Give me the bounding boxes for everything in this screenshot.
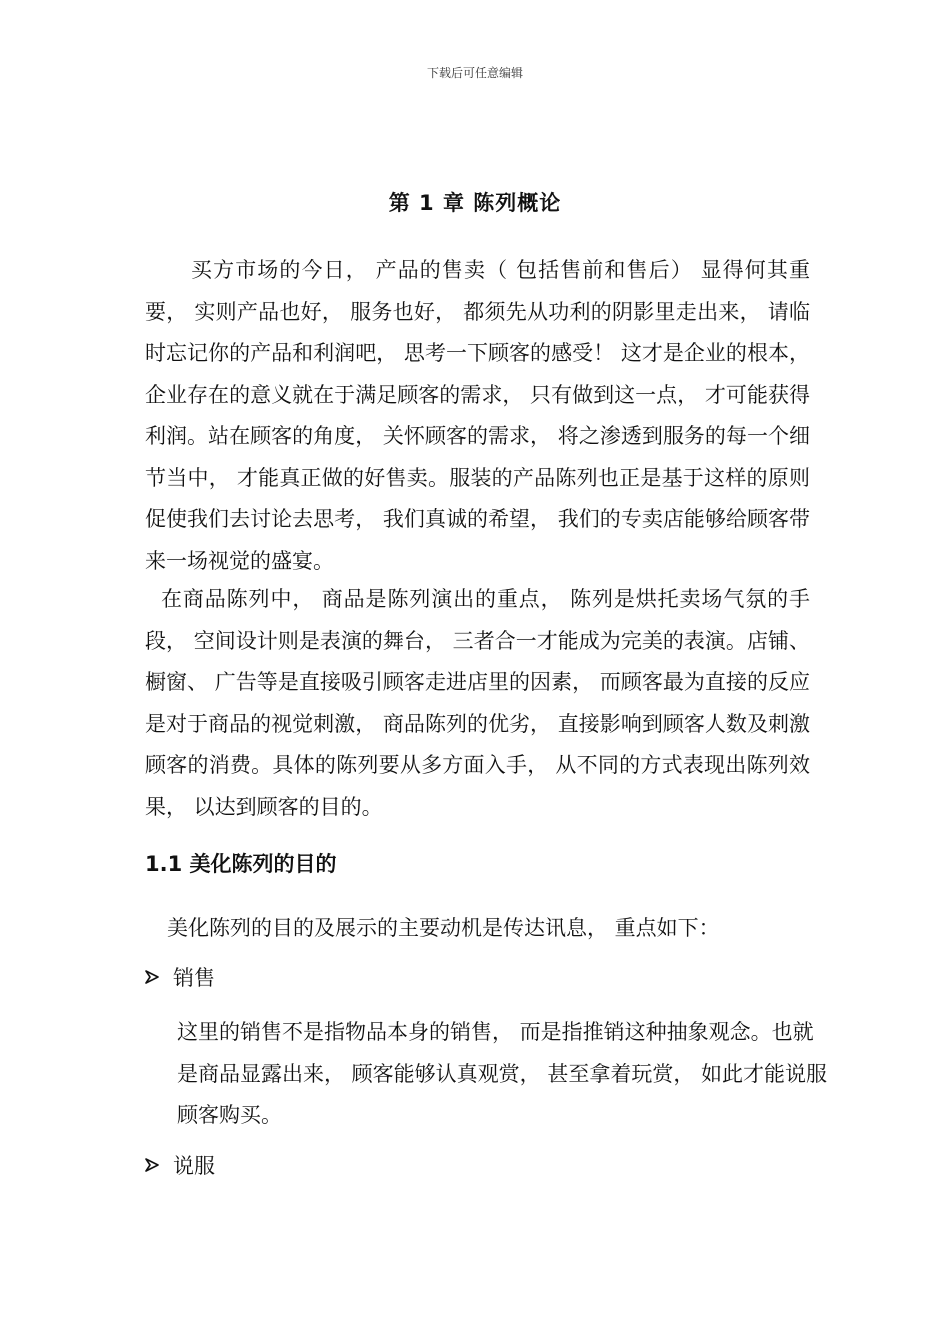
- arrow-bullet-icon: [145, 970, 159, 984]
- bullet-item-sales: [145, 962, 215, 992]
- section-heading: 1.1 美化陈列的目的: [145, 852, 337, 876]
- bullet-item-persuade: [145, 1150, 215, 1180]
- bullet-label: 说服: [173, 1154, 215, 1178]
- display-paragraph: 在商品陈列中， 商品是陈列演出的重点， 陈列是烘托卖场气氛的手段， 空间设计则是表演的舞台， 三者合一才能成为完美的表演。店铺、 橱窗、 广告等是直接吸引顾客走进店里的因素， 而顾客最为直接的反应是对于商品的视觉刺激， 商品陈列的优劣， 直接影响到顾客人数及刺激顾客的消费。具体的陈列要从多方面入手， 从不同的方式表现出陈列效果， 以达到顾客的目的。: [145, 587, 810, 819]
- arrow-bullet-icon: [145, 1158, 159, 1172]
- bullet-text: 这里的销售不是指物品本身的销售， 而是指推销这种抽象观念。也就是商品显露出来， 顾客能够认真观赏， 甚至拿着玩赏， 如此才能说服顾客购买。: [177, 1020, 828, 1127]
- bullet-label: 销售: [173, 966, 215, 990]
- section-intro: 美化陈列的目的及展示的主要动机是传达讯息， 重点如下：: [167, 916, 720, 940]
- header-note: 下载后可任意编辑: [426, 66, 523, 80]
- chapter-title: 第 1 章 陈列概论: [388, 191, 562, 215]
- intro-paragraph: 买方市场的今日， 产品的售卖（ 包括售前和售后） 显得何其重要， 实则产品也好， 服务也好， 都须先从功利的阴影里走出来， 请临时忘记你的产品和利润吧， 思考一下顾客的感受！ 这才是企业的根本， 企业存在的意义就在于满足顾客的需求， 只有做到这一点， 才可能获得利润。站在顾客的角度， 关怀顾客的需求， 将之渗透到服务的每一个细节当中， 才能真正做的好售卖。服装的产品陈列也正是基于这样的原则促使我们去讨论去思考， 我们真诚的希望， 我们的专卖店能够给顾客带来一场视觉的盛宴。: [145, 258, 810, 573]
